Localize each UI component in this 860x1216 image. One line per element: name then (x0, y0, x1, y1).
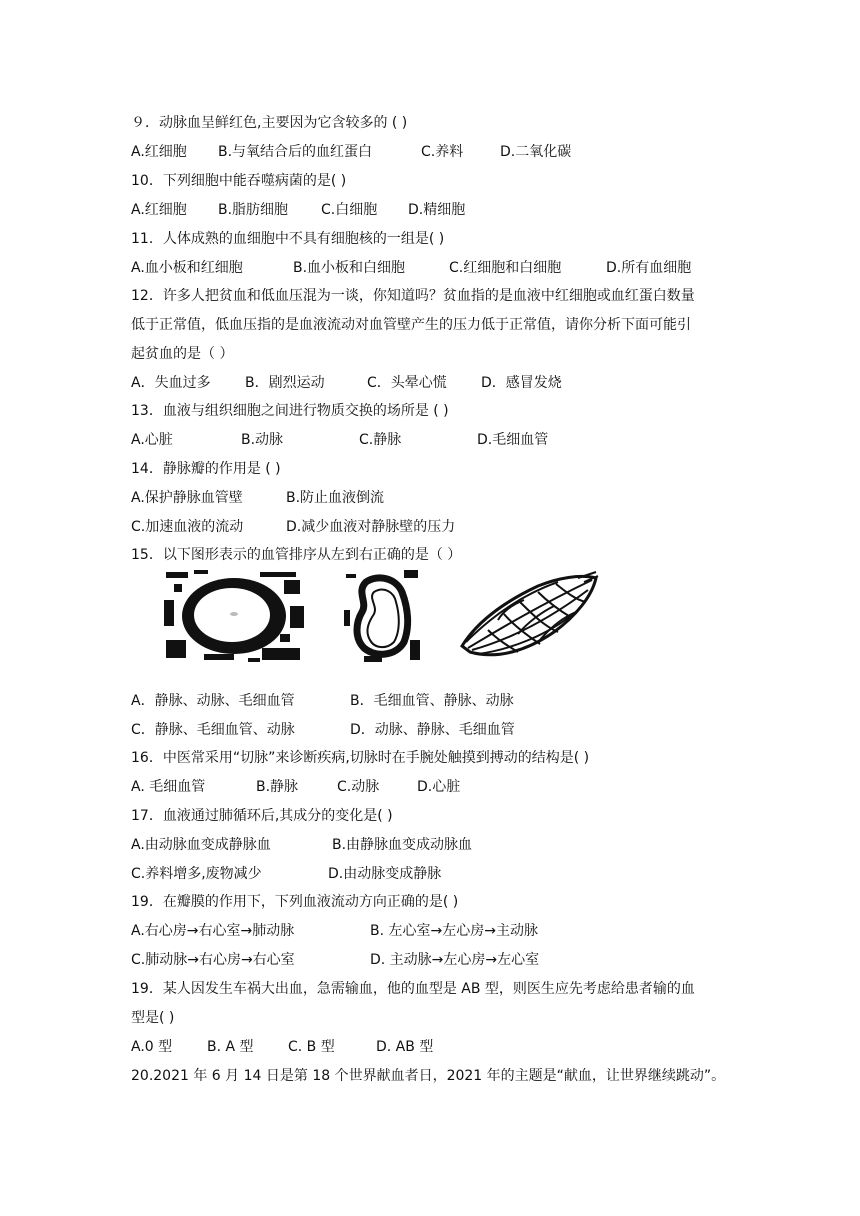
question-9-stem: ９．动脉血呈鲜红色,主要因为它含较多的 ( ) (131, 115, 408, 131)
q11-option-a: A.血小板和红细胞 (131, 260, 243, 276)
q13-option-b: B.动脉 (241, 432, 284, 448)
q19a-option-d: D. 主动脉→左心房→左心室 (370, 952, 540, 968)
question-19a-stem: 19．在瓣膜的作用下，下列血液流动方向正确的是( ) (131, 894, 459, 910)
question-16-stem: 16．中医常采用“切脉”来诊断疾病,切脉时在手腕处触摸到搏动的结构是( ) (131, 750, 590, 766)
q12-option-a: A．失血过多 (131, 375, 211, 391)
q17-option-c: C.养料增多,废物减少 (131, 866, 262, 882)
q19a-option-a: A.右心房→右心室→肺动脉 (131, 923, 295, 939)
vessel-figure-thick-wall (164, 570, 304, 662)
question-14-stem: 14．静脉瓣的作用是 ( ) (131, 461, 281, 477)
q15-option-b: B．毛细血管、静脉、动脉 (350, 693, 514, 709)
question-19b-stem-line-2: 型是( ) (131, 1010, 175, 1026)
q12-option-b: B．剧烈运动 (245, 375, 325, 391)
q15-option-a: A．静脉、动脉、毛细血管 (131, 693, 295, 709)
q9-option-d: D.二氧化碳 (500, 144, 572, 160)
question-19b-stem-line-1: 19．某人因发生车祸大出血，急需输血，他的血型是 AB 型，则医生应先考虑给患者输的血 (131, 981, 695, 997)
q19b-option-d: D. AB 型 (376, 1039, 434, 1055)
q14-option-c: C.加速血液的流动 (131, 519, 244, 535)
q10-option-b: B.脂肪细胞 (218, 202, 289, 218)
question-12-stem-line-1: 12．许多人把贫血和低血压混为一谈，你知道吗？贫血指的是血液中红细胞或血红蛋白数量 (131, 288, 695, 304)
q9-option-a: A.红细胞 (131, 144, 187, 160)
q10-option-a: A.红细胞 (131, 202, 187, 218)
q19b-option-a: A.0 型 (131, 1039, 173, 1055)
question-17-stem: 17．血液通过肺循环后,其成分的变化是( ) (131, 808, 393, 824)
q13-option-c: C.静脉 (359, 432, 402, 448)
q14-option-b: B.防止血液倒流 (286, 490, 385, 506)
q11-option-b: B.血小板和白细胞 (293, 260, 406, 276)
q16-option-b: B.静脉 (256, 779, 299, 795)
q19b-option-c: C. B 型 (288, 1039, 335, 1055)
q16-option-c: C.动脉 (337, 779, 380, 795)
vessel-figures (160, 570, 600, 662)
q19b-option-b: B. A 型 (207, 1039, 254, 1055)
q12-option-d: D．感冒发烧 (481, 375, 562, 391)
q10-option-c: C.白细胞 (321, 202, 378, 218)
q16-option-a: A. 毛细血管 (131, 779, 206, 795)
question-12-stem-line-2: 低于正常值，低血压指的是血液流动对血管壁产生的压力低于正常值，请你分析下面可能引 (131, 317, 691, 333)
q14-option-d: D.减少血液对静脉壁的压力 (286, 519, 456, 535)
question-12-stem-line-3: 起贫血的是（ ） (131, 346, 234, 362)
question-13-stem: 13．血液与组织细胞之间进行物质交换的场所是 ( ) (131, 403, 449, 419)
vessel-figure-capillary-network (458, 570, 600, 662)
question-20-stem: 20.2021 年 6 月 14 日是第 18 个世界献血者日，2021 年的主题是“献血，让世界继续跳动”。 (131, 1068, 726, 1084)
q13-option-d: D.毛细血管 (477, 432, 549, 448)
q15-option-c: C．静脉、毛细血管、动脉 (131, 722, 295, 738)
q19a-option-c: C.肺动脉→右心房→右心室 (131, 952, 295, 968)
q19a-option-b: B. 左心室→左心房→主动脉 (370, 923, 538, 939)
q14-option-a: A.保护静脉血管壁 (131, 490, 243, 506)
q12-option-c: C．头晕心慌 (367, 375, 447, 391)
q9-option-c: C.养料 (421, 144, 464, 160)
q16-option-d: D.心脏 (417, 779, 461, 795)
q15-option-d: D．动脉、静脉、毛细血管 (350, 722, 515, 738)
q11-option-d: D.所有血细胞 (606, 260, 692, 276)
q17-option-a: A.由动脉血变成静脉血 (131, 837, 271, 853)
q11-option-c: C.红细胞和白细胞 (449, 260, 562, 276)
question-11-stem: 11．人体成熟的血细胞中不具有细胞核的一组是( ) (131, 231, 445, 247)
q17-option-d: D.由动脉变成静脉 (328, 866, 442, 882)
question-10-stem: 10．下列细胞中能吞噬病菌的是( ) (131, 173, 347, 189)
vessel-figure-thin-wall (344, 570, 420, 662)
q13-option-a: A.心脏 (131, 432, 173, 448)
question-15-stem: 15．以下图形表示的血管排序从左到右正确的是（ ） (131, 547, 462, 563)
q10-option-d: D.精细胞 (408, 202, 466, 218)
q9-option-b: B.与氧结合后的血红蛋白 (218, 144, 373, 160)
q17-option-b: B.由静脉血变成动脉血 (332, 837, 473, 853)
